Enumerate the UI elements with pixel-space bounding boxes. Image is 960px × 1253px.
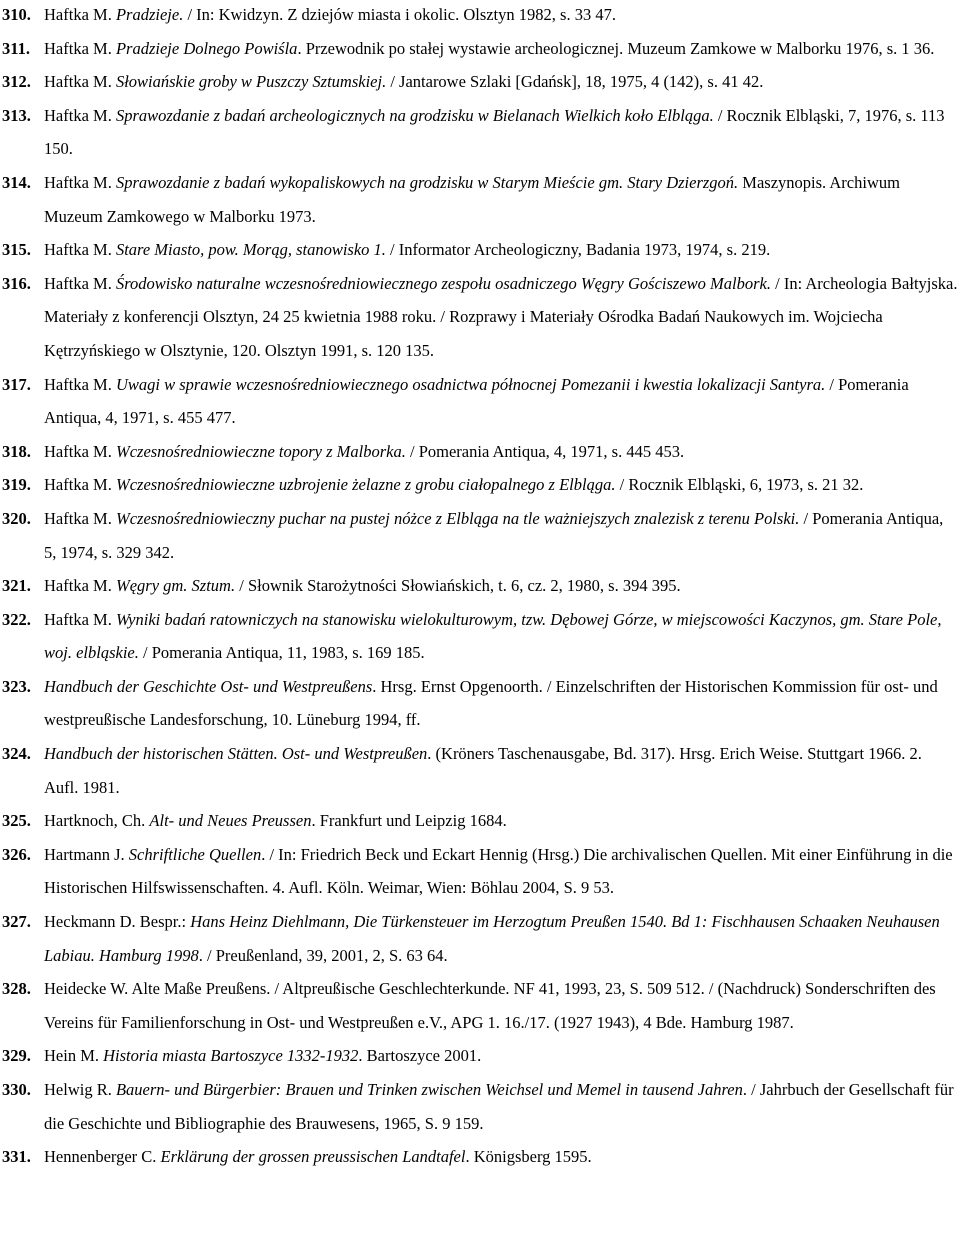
entry-title-italic: Wczesnośredniowieczne uzbrojenie żelazne z grobu ciałopalnego z Elbląga. [115,475,616,495]
entry-number: 314. [2,172,31,192]
entry-number: 328. [2,979,31,999]
entry-title-italic: Pradzieje Dolnego Powiśla [115,38,298,58]
entry-text-segment: / In: Archeologia Bałtyjska. Materiały z konferencji Olsztyn, 24 25 kwietnia 1988 roku. / Rozprawy i Materiały Ośrodka Badań Naukowych im. Wojciecha Kętrzyńskiego w Olsztynie, 120. Olsztyn 1991, s. 120 135. [44,273,958,360]
entry-number: 310. [2,5,31,24]
entry-text-segment: Haftka M. [44,508,116,528]
entry-text-segment: / Informator Archeologiczny, Badania 1973, 1974, s. 219. [385,240,771,260]
entry-text-segment: Hein M. [44,1046,104,1066]
entry-text [44,1039,958,1073]
entry-title-italic: Schriftliche Quellen [128,844,262,864]
entry-text-segment: / Rocznik Elbląski, 7, 1976, s. 113 150. [44,105,945,159]
entry-text [44,1073,958,1140]
entry-text-segment: Haftka M. [44,240,116,260]
entry-text [44,99,958,166]
bibliography-entry [0,569,958,603]
bibliography-entry [0,0,958,32]
entry-title-italic: Handbuch der historischen Stätten. Ost- und Westpreußen [44,744,428,764]
entry-title-italic: Historia miasta Bartoszyce 1332-1932 [103,1046,359,1066]
bibliography-entry [0,670,958,737]
entry-title-italic: Alt- und Neues Preussen [149,811,312,831]
entry-text [44,166,958,233]
bibliography-entry [0,1073,958,1140]
bibliography-entry [0,603,958,670]
bibliography-entry [0,737,958,804]
entry-number: 324. [2,744,31,764]
entry-text [44,603,958,670]
entry-text-segment: Haftka M. [44,72,116,92]
bibliography-entry [0,468,958,502]
entry-text-segment: Haftka M. [44,441,116,461]
bibliography-entry [0,502,958,569]
entry-text-segment: . / In: Friedrich Beck und Eckart Hennig (Hrsg.) Die archivalischen Quellen. Mit einer Einführung in die Historischen Hilfswissenschaften. 4. Aufl. Köln. Weimar, Wien: Böhlau 2004, S. 9 53. [44,844,953,898]
bibliography-entry [0,368,958,435]
entry-title-italic: Wczesnośredniowieczny puchar na pustej nóżce z Elbląga na tle ważniejszych znalezisk z terenu Polski. [115,508,800,528]
entry-text-segment: / Jantarowe Szlaki [Gdańsk], 18, 1975, 4 (142), s. 41 42. [386,72,764,92]
entry-text-segment: Haftka M. [44,172,116,192]
entry-text-segment: / Pomerania Antiqua, 4, 1971, s. 455 477. [44,374,909,428]
entry-text [44,468,958,502]
entry-number: 315. [2,240,31,260]
entry-title-italic: Sprawozdanie z badań wykopaliskowych na grodzisku w Starym Mieście gm. Stary Dzierzgoń. [115,172,739,192]
entry-text-segment: Hennenberger C. [44,1147,161,1167]
entry-text-segment: Haftka M. [44,38,116,58]
entry-text-segment: Haftka M. [44,475,116,495]
entry-text [44,435,958,469]
entry-text [44,670,958,737]
entry-number: 316. [2,273,31,293]
entry-title-italic: Sprawozdanie z badań archeologicznych na grodzisku w Bielanach Wielkich koło Elbląga. [115,105,714,125]
entry-text-segment: Haftka M. [44,576,116,596]
entry-text-segment: . Frankfurt und Leipzig 1684. [311,811,507,831]
entry-title-italic: Uwagi w sprawie wczesnośredniowiecznego osadnictwa północnej Pomezanii i kwestia lokalizacji Santyra. [115,374,826,394]
entry-text-segment: Hartmann J. [44,844,129,864]
entry-text [44,905,958,972]
entry-number: 331. [2,1147,31,1167]
entry-text [44,233,958,267]
entry-number: 313. [2,105,31,125]
entry-text [44,804,958,838]
entry-text [44,368,958,435]
entry-text [44,569,958,603]
entry-title-italic: Wczesnośredniowieczne topory z Malborka. [115,441,406,461]
bibliography-entry [0,905,958,972]
entry-title-italic: Pradzieje. [115,5,184,24]
entry-title-italic: Węgry gm. Sztum. [115,576,236,596]
entry-text [44,32,958,66]
entry-number: 323. [2,676,31,696]
entry-text-segment: / Pomerania Antiqua, 4, 1971, s. 445 453. [405,441,685,461]
entry-title-italic: Środowisko naturalne wczesnośredniowiecznego zespołu osadniczego Węgry Gościszewo Malbork. [115,273,771,293]
entry-title-italic: Hans Heinz Diehlmann, Die Türkensteuer im Herzogtum Preußen 1540. Bd 1: Fischhausen Schaaken Neuhausen Labiau. Hamburg 1998 [44,912,940,965]
entry-text-segment: Maszynopis. Archiwum Muzeum Zamkowego w Malborku 1973. [44,172,900,226]
entry-text-segment: Heckmann D. Bespr.: [44,912,191,932]
entry-number: 330. [2,1080,31,1099]
entry-text [44,972,958,1039]
entry-number: 317. [2,374,31,394]
entry-text-segment: Helwig R. [44,1080,116,1099]
entry-text [44,267,958,368]
entry-title-italic: Handbuch der Geschichte Ost- und Westpreußens [44,676,373,696]
entry-text-segment: Haftka M. [44,105,116,125]
entry-text-segment: Hartknoch, Ch. [44,811,150,831]
entry-title-italic: Słowiańskie groby w Puszczy Sztumskiej. [115,72,387,92]
entry-text [44,737,958,804]
entry-text-segment: Heidecke W. Alte Maße Preußens. / Altpreußische Geschlechterkunde. NF 41, 1993, 23, S. 509 512. / (Nachdruck) Sonderschriften des Vereins für Familienforschung in Ost- und Westpreußen e.V., APG 1. 16./17. (1927 1943), 4 Bde. Hamburg 1987. [44,979,936,1032]
entry-title-italic: Erklärung der grossen preussischen Landtafel [160,1147,466,1167]
entry-title-italic: Wyniki badań ratowniczych na stanowisku wielokulturowym, tzw. Dębowej Górze, w miejscowości Kaczynos, gm. Stare Pole, woj. elbląskie. [44,609,942,663]
entry-number: 325. [2,811,31,831]
entry-text-segment: Haftka M. [44,273,116,293]
entry-text-segment: . Przewodnik po stałej wystawie archeologicznej. Muzeum Zamkowe w Malborku 1976, s. 1 36. [297,38,935,58]
bibliography-entry [0,972,958,1039]
entry-number: 320. [2,508,31,528]
entry-text [44,838,958,905]
entry-text-segment: / In: Kwidzyn. Z dziejów miasta i okolic. Olsztyn 1982, s. 33 47. [183,5,616,24]
entry-text-segment: . Königsberg 1595. [465,1147,592,1167]
entry-number: 321. [2,576,31,596]
entry-text-segment: . / Jahrbuch der Gesellschaft für die Geschichte und Bibliographie des Brauwesens, 1965, S. 9 159. [44,1080,954,1133]
bibliography-entry [0,32,958,66]
bibliography-entry [0,435,958,469]
entry-text [44,65,958,99]
entry-text-segment: . (Kröners Taschenausgabe, Bd. 317). Hrsg. Erich Weise. Stuttgart 1966. 2. Aufl. 1981. [44,744,922,797]
entry-text-segment: Haftka M. [44,374,116,394]
entry-number: 311. [2,38,30,58]
entry-text-segment: Haftka M. [44,609,116,629]
entry-text-segment: . Bartoszyce 2001. [358,1046,482,1066]
entry-title-italic: Bauern- und Bürgerbier: Brauen und Trinken zwischen Weichsel und Memel in tausend Jahren [115,1080,743,1099]
bibliography-entry [0,233,958,267]
entry-text-segment: / Pomerania Antiqua, 5, 1974, s. 329 342. [44,508,944,562]
entry-text-segment: / Rocznik Elbląski, 6, 1973, s. 21 32. [615,475,864,495]
bibliography-entry [0,166,958,233]
bibliography-entry [0,1039,958,1073]
entry-title-italic: Stare Miasto, pow. Morąg, stanowisko 1. [115,240,386,260]
bibliography-entry [0,838,958,905]
entry-number: 326. [2,844,31,864]
bibliography-entry [0,65,958,99]
bibliography-entry [0,267,958,368]
entry-text [44,502,958,569]
bibliography-entry [0,99,958,166]
entry-number: 322. [2,609,31,629]
entry-text-segment: / Słownik Starożytności Słowiańskich, t. 6, cz. 2, 1980, s. 394 395. [235,576,681,596]
bibliography-entry [0,1140,958,1174]
entry-number: 329. [2,1046,31,1066]
bibliography-entry [0,804,958,838]
entry-text [44,0,958,32]
entry-number: 327. [2,912,31,932]
entry-number: 319. [2,475,31,495]
entry-text-segment: / Pomerania Antiqua, 11, 1983, s. 169 185. [138,643,425,663]
entry-text-segment: Haftka M. [44,5,116,24]
entry-text-segment: . Hrsg. Ernst Opgenoorth. / Einzelschriften der Historischen Kommission für ost- und westpreußische Landesforschung, 10. Lüneburg 1994, ff. [44,676,938,730]
entry-text [44,1140,958,1174]
entry-number: 312. [2,72,31,92]
entry-number: 318. [2,441,31,461]
entry-text-segment: . / Preußenland, 39, 2001, 2, S. 63 64. [198,945,448,965]
